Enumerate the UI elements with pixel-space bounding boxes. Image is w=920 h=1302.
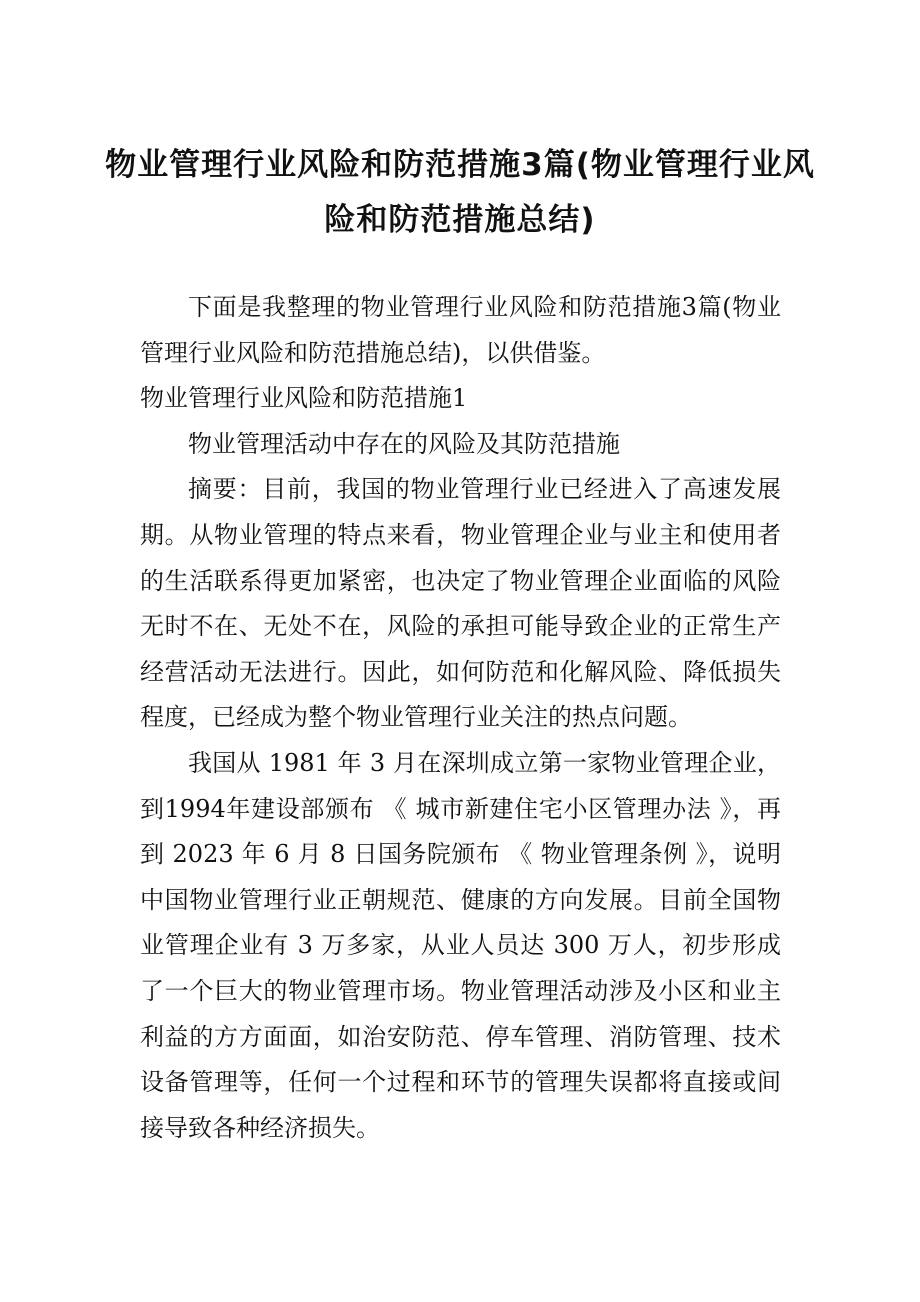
abstract-paragraph: 摘要：目前，我国的物业管理行业已经进入了高速发展期。从物业管理的特点来看，物业管理企业与业主和使用者的生活联系得更加紧密，也决定了物业管理企业面临的风险无时不在、无处不在，风险的承担可能导致企业的正常生产经营活动无法进行。因此，如何防范和化解风险、降低损失程度，已经成为整个物业管理行业关注的热点问题。 (140, 475, 781, 732)
intro-paragraph: 下面是我整理的物业管理行业风险和防范措施3篇(物业管理行业风险和防范措施总结)，以供借鉴。 (140, 293, 781, 367)
article-title: 物业管理活动中存在的风险及其防范措施 (188, 429, 620, 458)
document-title: 物业管理行业风险和防范措施3篇(物业管理行业风险和防范措施总结) (105, 147, 815, 238)
section-heading: 物业管理行业风险和防范措施1 (140, 384, 468, 413)
document-body (140, 285, 781, 1151)
history-paragraph: 我国从 1981 年 3 月在深圳成立第一家物业管理企业，到1994年建设部颁布 《 城市新建住宅小区管理办法 》，再到 2023 年 6 月 8 日国务院颁布 《 物业管理条例 》，说明中国物业管理行业正朝规范、健康的方向发展。目前全国物业管理企业有 3 万多家，从业人员达 300 万人，初步形成了一个巨大的物业管理市场。物业管理活动涉及小区和业主利益的方方面面，如治安防范、停车管理、消防管理、技术设备管理等，任何一个过程和环节的管理失误都将直接或间接导致各种经济损失。 (140, 748, 781, 1142)
